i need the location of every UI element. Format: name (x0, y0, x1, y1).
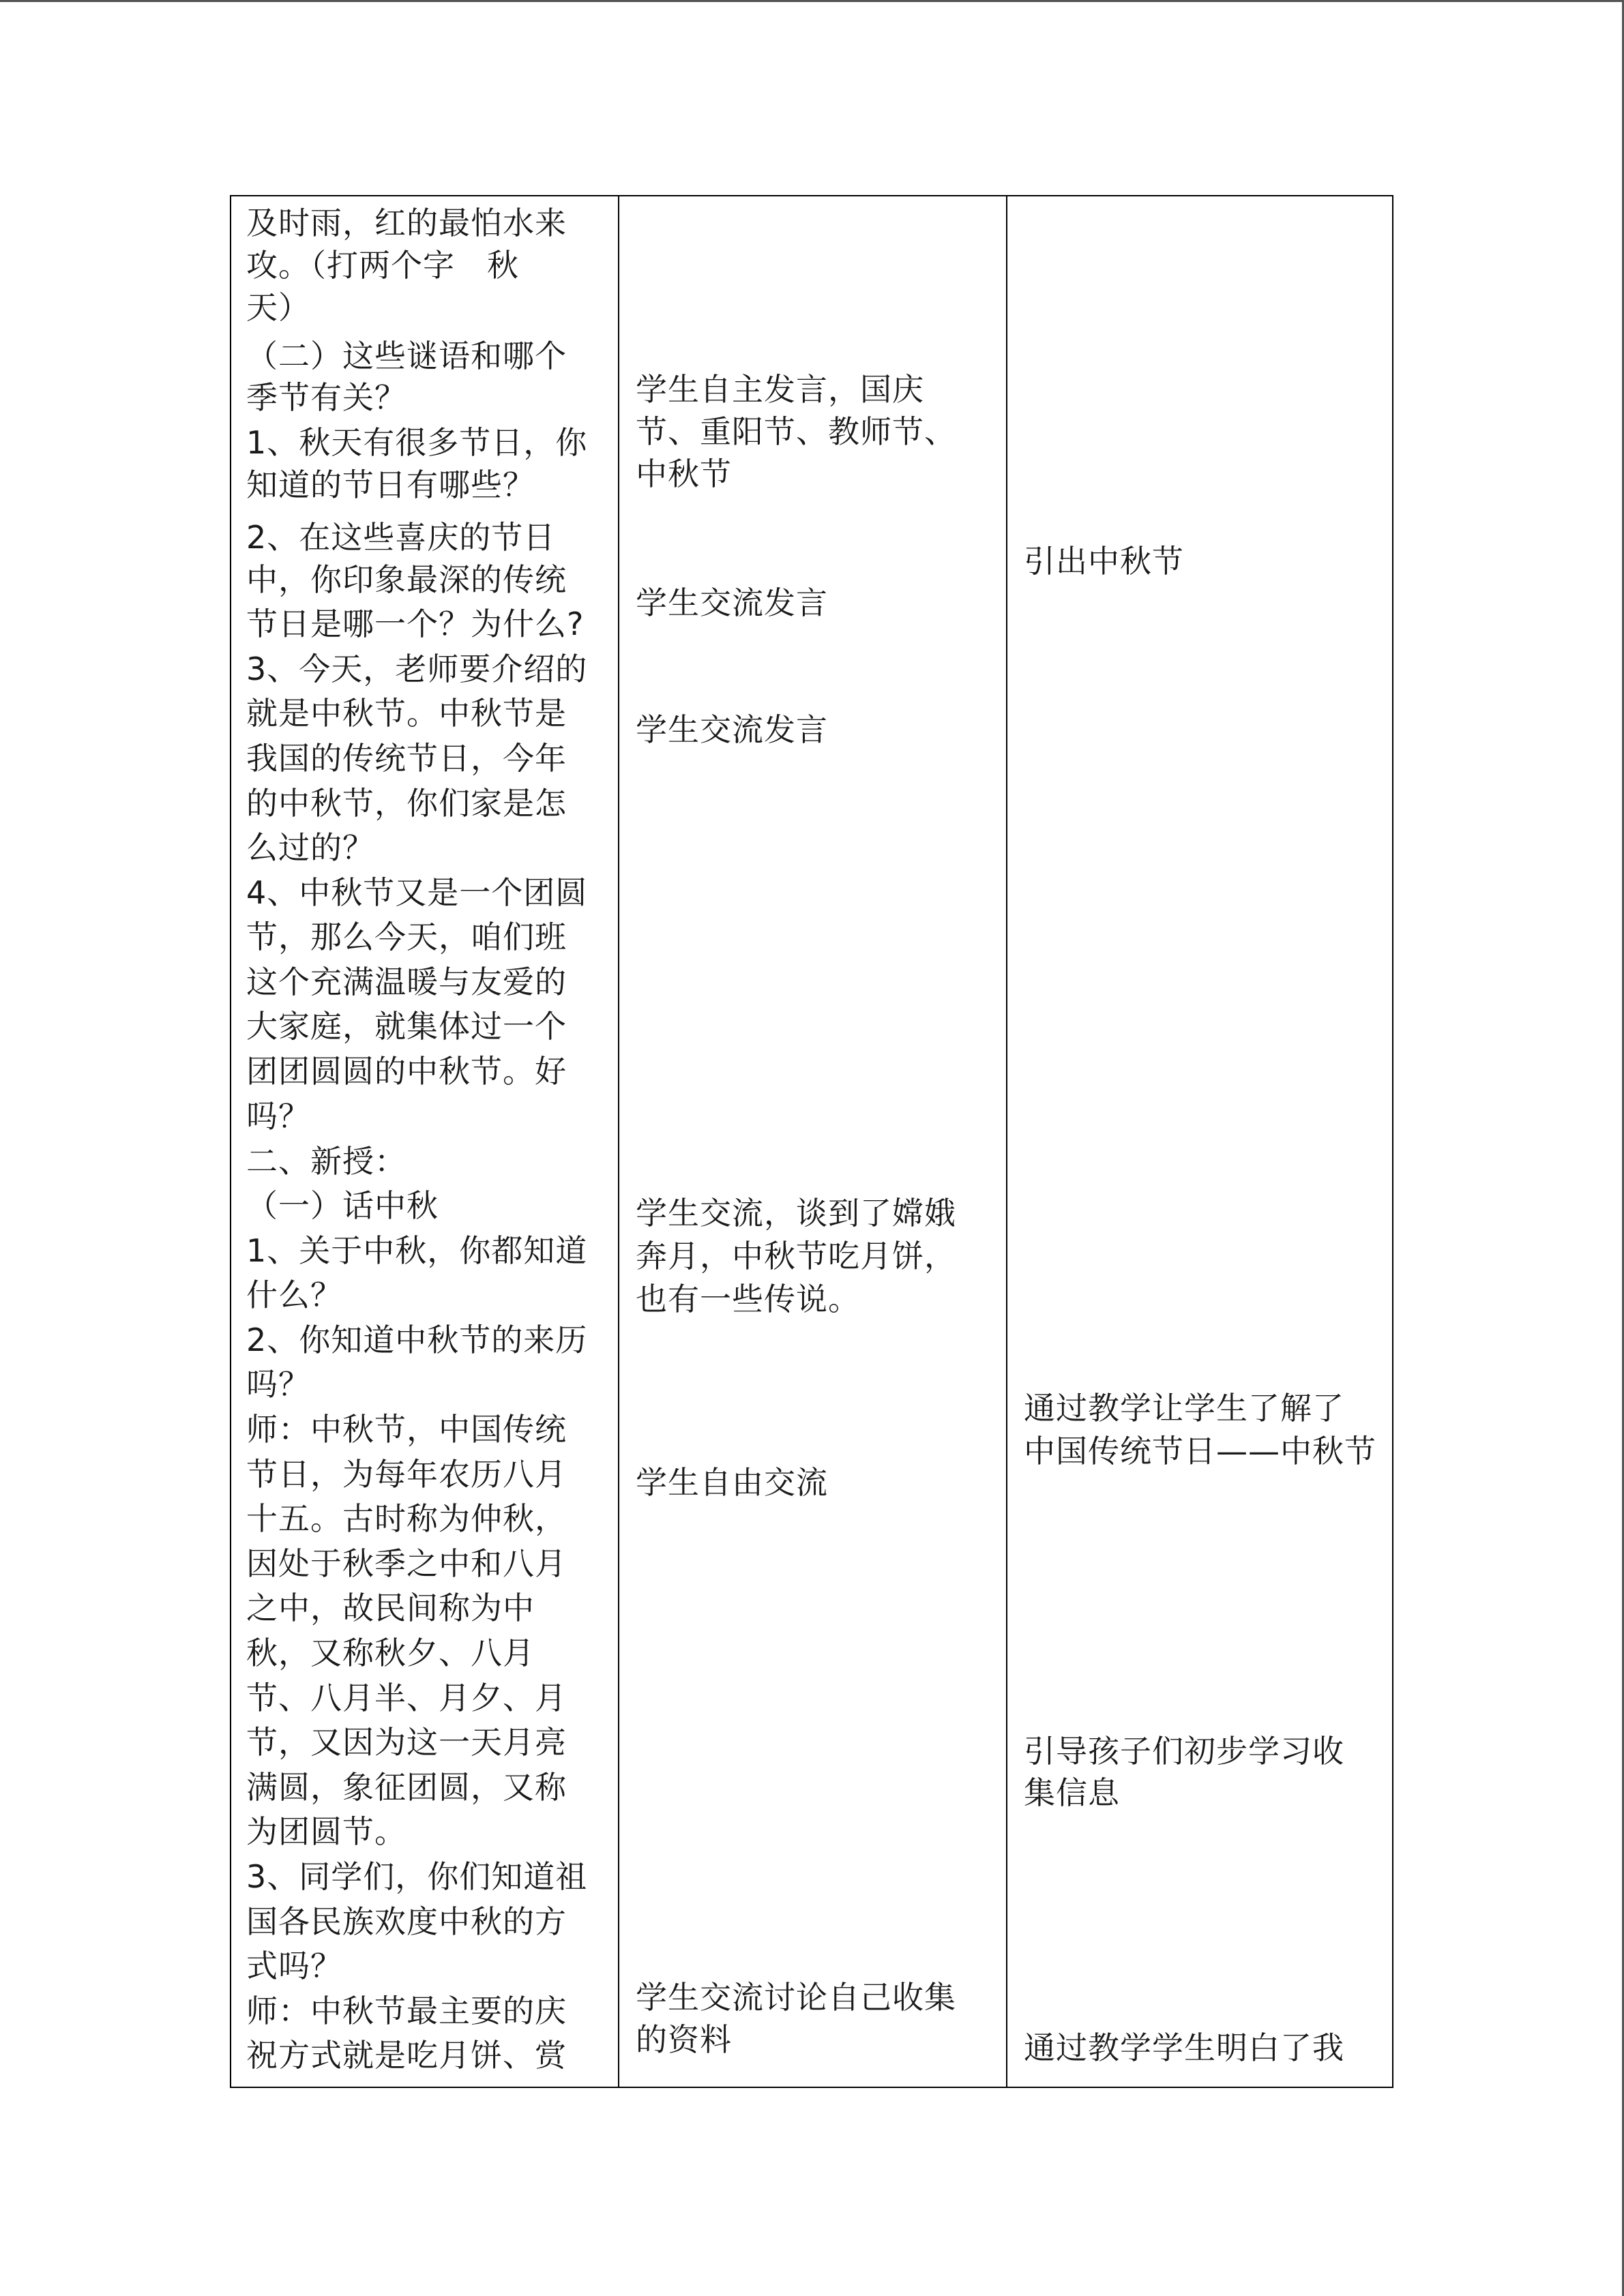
design-intent-column (1007, 196, 1393, 2087)
student-line: 的资料 (636, 2021, 732, 2058)
activity-line: 节日是哪一个？为什么? (246, 606, 585, 642)
activity-line: 团团圆圆的中秋节。好 (246, 1053, 567, 1090)
intent-line: 引出中秋节 (1024, 543, 1184, 580)
activity-line: 祝方式就是吃月饼、赏 (246, 2037, 567, 2074)
activity-line: 我国的传统节日，今年 (246, 740, 567, 777)
activity-line: 攻。（打两个字 秋 (246, 247, 519, 284)
activity-line: 大家庭，就集体过一个 (246, 1008, 567, 1045)
activity-line: 就是中秋节。中秋节是 (246, 695, 567, 732)
activity-line: 4、中秋节又是一个团圆 (246, 874, 588, 911)
activity-line: 师：中秋节最主要的庆 (246, 1993, 567, 2029)
intent-line: 通过教学学生明白了我 (1024, 2029, 1344, 2066)
activity-line: 这个充满温暖与友爱的 (246, 964, 567, 1000)
student-line: 学生交流，谈到了嫦娥 (636, 1195, 956, 1232)
activity-line: 节，那么今天，咱们班 (246, 919, 567, 955)
activity-line: 季节有关？ (246, 379, 407, 416)
teacher-activity-column (231, 196, 619, 2087)
activity-line: （二）这些谜语和哪个 (246, 338, 567, 374)
activity-line: 什么？ (246, 1277, 342, 1313)
activity-line: 及时雨，红的最怕水来 (246, 205, 567, 241)
activity-line: 2、在这些喜庆的节日 (246, 519, 556, 556)
intent-line: 通过教学让学生了解了 (1024, 1390, 1344, 1427)
intent-line: 引导孩子们初步学习收 (1024, 1733, 1344, 1770)
activity-line: 节、八月半、月夕、月 (246, 1680, 567, 1716)
intent-line: 集信息 (1024, 1774, 1120, 1811)
activity-line: 节日，为每年农历八月 (246, 1456, 567, 1493)
activity-line: 十五。古时称为仲秋， (246, 1500, 567, 1537)
activity-line: 中，你印象最深的传统 (246, 561, 567, 598)
activity-line: 的中秋节，你们家是怎 (246, 785, 567, 822)
activity-line: 为团圆节。 (246, 1813, 407, 1850)
student-line: 中秋节 (636, 456, 732, 492)
student-line: 学生交流讨论自己收集 (636, 1979, 956, 2016)
activity-line: 国各民族欢度中秋的方 (246, 1903, 567, 1940)
lesson-plan-table (230, 195, 1393, 2088)
activity-line: 二、新授： (246, 1143, 407, 1180)
activity-line: 吗？ (246, 1098, 310, 1135)
activity-line: 2、你知道中秋节的来历 (246, 1322, 588, 1358)
student-line: 学生自主发言，国庆 (636, 371, 924, 408)
activity-line: 满圆，象征团圆，又称 (246, 1769, 567, 1806)
activity-line: 之中，故民间称为中 (246, 1590, 535, 1626)
activity-line: 知道的节日有哪些？ (246, 466, 535, 503)
activity-line: 节，又因为这一天月亮 (246, 1724, 567, 1761)
activity-line: 1、秋天有很多节日，你 (246, 424, 588, 461)
student-line: 学生交流发言 (636, 584, 828, 621)
activity-line: 1、关于中秋，你都知道 (246, 1232, 588, 1269)
student-line: 也有一些传说。 (636, 1281, 860, 1317)
student-line: 奔月，中秋节吃月饼， (636, 1238, 956, 1274)
activity-line: 3、今天，老师要介绍的 (246, 651, 588, 687)
activity-line: 师：中秋节，中国传统 (246, 1411, 567, 1448)
student-line: 节、重阳节、教师节、 (636, 413, 956, 450)
student-activity-column (619, 196, 1007, 2087)
activity-line: 么过的？ (246, 829, 374, 866)
activity-line: 因处于秋季之中和八月 (246, 1545, 567, 1582)
student-line: 学生自由交流 (636, 1464, 828, 1501)
activity-line: （一）话中秋 (246, 1187, 439, 1224)
activity-line: 3、同学们，你们知道祖 (246, 1858, 588, 1895)
student-line: 学生交流发言 (636, 711, 828, 748)
activity-line: 吗？ (246, 1366, 310, 1403)
activity-line: 秋，又称秋夕、八月 (246, 1635, 535, 1671)
intent-line: 中国传统节日——中秋节 (1024, 1433, 1376, 1470)
activity-line: 式吗？ (246, 1948, 342, 1984)
activity-line: 天） (246, 289, 310, 326)
